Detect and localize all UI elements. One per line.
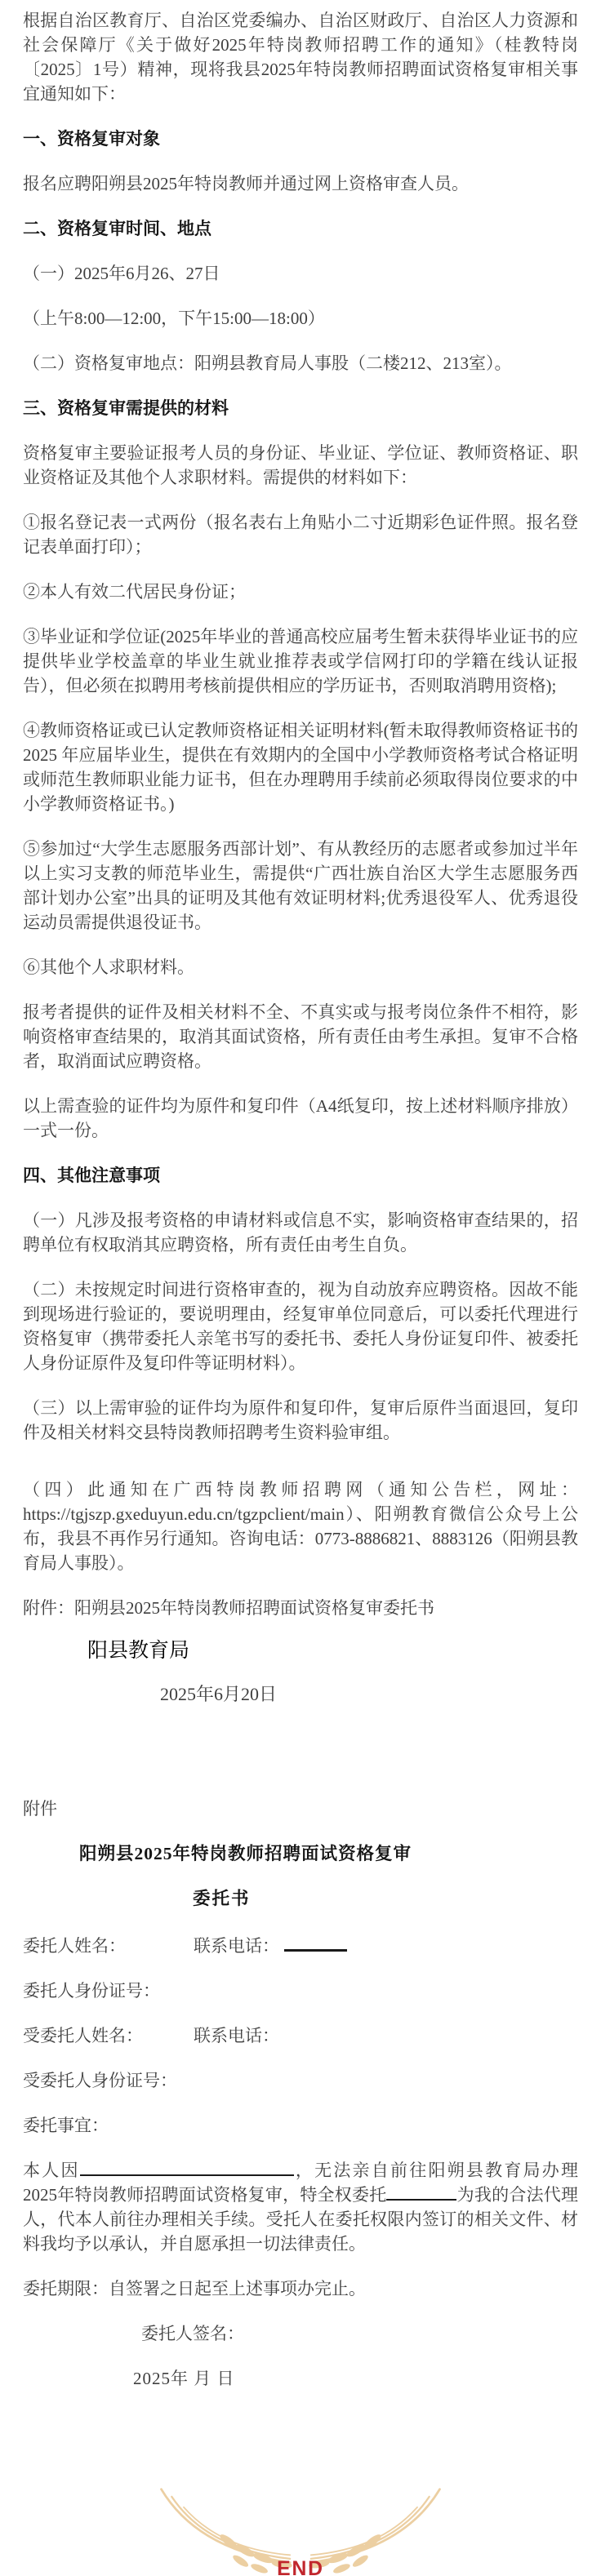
material-item-6: ⑥其他个人求职材料。: [23, 957, 194, 977]
material-item-3: ③毕业证和学位证(2025年毕业的普通高校应届考生暂未获得毕业证书的应提供毕业学校盖章的毕业生就业推荐表或学信网打印的学籍在线认证报告），但必须在拟聘用考核前提供相应的学历证书，否则取消聘用资格);: [23, 627, 578, 695]
section3-heading: 三、资格复审需提供的材料: [23, 398, 229, 418]
note-item-1: （一）凡涉及报考资格的申请材料或信息不实，影响资格审查结果的，招聘单位有权取消其应聘资格，所有责任由考生自负。: [23, 1210, 578, 1255]
attachment-subtitle: 委托书: [193, 1889, 251, 1908]
material-item-5: ⑤参加过“大学生志愿服务西部计划”、有从教经历的志愿者或参加过半年以上实习支教的师范毕业生，需提供“广西壮族自治区大学生志愿服务西部计划办公室”出具的证明及其他有效证明材料;优秀退役军人、优秀退役运动员需提供退役证书。: [23, 839, 578, 932]
section2-heading: 二、资格复审时间、地点: [23, 219, 211, 238]
attachment-title: 阳朔县2025年特岗教师招聘面试资格复审: [79, 1844, 412, 1863]
agent-name-blank-line: [386, 2183, 456, 2201]
matters-row: [23, 2113, 578, 2138]
issue-date: 2025年6月20日: [160, 1684, 278, 1704]
end-label: END: [277, 2558, 324, 2576]
section3-intro: 资格复审主要验证报考人员的身份证、毕业证、学位证、教师资格证、职业资格证及其他个人求职材料。需提供的材料如下：: [23, 443, 578, 487]
principal-phone-blank-line: [284, 1933, 347, 1952]
issuing-authority: 阳县教育局: [87, 1639, 190, 1662]
agent-name-row: [23, 2023, 578, 2048]
matters-label: 委托事宜：: [23, 2116, 109, 2135]
delegation-text-2: ，无法亲自前往阳朔县教育局办理2025年特岗教师招聘面试资格复审，特全权委托: [23, 2161, 579, 2205]
section4-heading: 四、其他注意事项: [23, 1166, 160, 1185]
delegation-duration: 委托期限：自签署之日起至上述事项办完止。: [23, 2279, 366, 2298]
section1-paragraph: 报名应聘阳朔县2025年特岗教师并通过网上资格审查人员。: [23, 174, 469, 193]
delegation-text-3: 为我的合法代理人，代本人前往办理相关手续。受托人在委托权限内签订的相关文件、材料我均予以承认，并自愿承担一切法律责任。: [23, 2185, 579, 2254]
notice-intro: 根据自治区教育厅、自治区党委编办、自治区财政厅、自治区人力资源和社会保障厅《关于做好2025年特岗教师招聘工作的通知》（桂教特岗〔2025〕1号）精神，现将我县2025年特岗教师招聘面试资格复审相关事宜通知如下：: [23, 11, 578, 104]
review-location: （二）资格复审地点：阳朔县教育局人事股（二楼212、213室）。: [23, 353, 512, 373]
note-item-2: （二）未按规定时间进行资格审查的，视为自动放弃应聘资格。因故不能到现场进行验证的，要说明理由，经复审单位同意后，可以委托代理进行资格复审（携带委托人亲笔书写的委托书、委托人身份证复印件、被委托人身份证原件及复印件等证明材料）。: [23, 1280, 578, 1373]
principal-id-label: 委托人身份证号：: [23, 1981, 160, 2001]
attachment-reference: 附件：阳朔县2025年特岗教师招聘面试资格复审委托书: [23, 1598, 434, 1618]
attachment-label: 附件: [23, 1799, 57, 1819]
section3-note-2: 以上需查验的证件均为原件和复印件（A4纸复印，按上述材料顺序排放）一式一份。: [23, 1096, 578, 1140]
agent-phone-label: 联系电话：: [194, 2026, 279, 2045]
signature-label: 委托人签名：: [141, 2324, 244, 2343]
section3-note-1: 报考者提供的证件及相关材料不全、不真实或与报考岗位条件不相符，影响资格审查结果的，取消其面试资格，所有责任由考生承担。复审不合格者，取消面试应聘资格。: [23, 1002, 578, 1071]
wheat-wreath-icon: [137, 2486, 464, 2576]
agent-id-label: 受委托人身份证号：: [23, 2071, 177, 2090]
note-item-4: （四）此通知在广西特岗教师招聘网（通知公告栏，网址：https://tgjszp.gxeduyun.edu.cn/tgzpclient/main）、阳朔教育微信公众号上公布，我县不再作另行通知。咨询电话：0773-8886821、8883126（阳朔县教育局人事股）。: [23, 1480, 578, 1573]
agent-name-label: 受委托人姓名：: [23, 2026, 143, 2045]
review-hours: （上午8:00—12:00，下午15:00—18:00）: [23, 309, 325, 328]
material-item-1: ①报名登记表一式两份（报名表右上角贴小二寸近期彩色证件照。报名登记表单面打印）；: [23, 513, 578, 557]
principal-id-row: [23, 1979, 578, 2003]
principal-name-row: [23, 1933, 578, 1958]
material-item-2: ②本人有效二代居民身份证；: [23, 582, 246, 602]
material-item-4: ④教师资格证或已认定教师资格证相关证明材料(暂未取得教师资格证书的2025 年应届毕业生，提供在有效期内的全国中小学教师资格考试合格证明或师范生教师职业能力证书，但在办理聘用手续前必须取得岗位要求的中小学教师资格证书。): [23, 721, 578, 814]
delegation-statement: [23, 2158, 578, 2256]
note-item-3: （三）以上需审验的证件均为原件和复印件，复审后原件当面退回，复印件及相关材料交县特岗教师招聘考生资料验审组。: [23, 1398, 578, 1442]
reason-blank-line: [80, 2158, 294, 2176]
review-date: （一）2025年6月26、27日: [23, 264, 220, 283]
agent-id-row: [23, 2068, 578, 2093]
end-decoration: [137, 2486, 464, 2576]
principal-phone-label: 联系电话：: [194, 1936, 279, 1956]
signature-date-line: 2025年 月 日: [133, 2369, 235, 2388]
principal-name-label: 委托人姓名：: [23, 1936, 126, 1956]
delegation-text-1: 本人因: [23, 2161, 80, 2180]
section1-heading: 一、资格复审对象: [23, 129, 160, 149]
